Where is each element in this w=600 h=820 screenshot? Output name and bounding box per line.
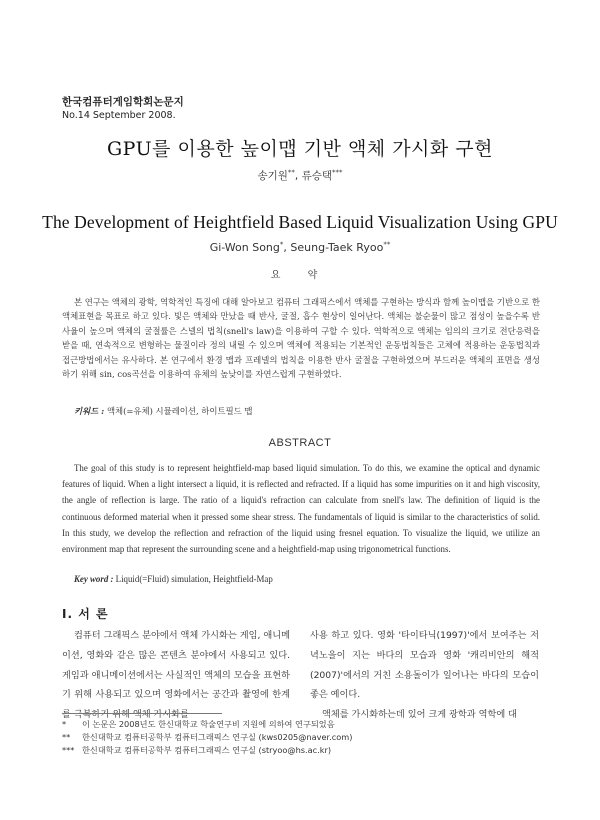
keywords-label: Key word : (74, 574, 114, 584)
footnote-text: 한신대학교 컴퓨터공학부 컴퓨터그래픽스 연구실 (kws0205@naver.com) (82, 732, 353, 742)
keywords-label: 키워드 : (74, 406, 105, 416)
abstract-korean-text: 본 연구는 액체의 광학, 역학적인 특징에 대해 알아보고 컴퓨터 그래픽스에서 액체를 구현하는 방식과 함께 높이맵을 기반으로 한 액체표현을 목표로 하고 있다. 빛은 액체와 만났을 때 반사, 굴절, 흡수 현상이 일어난다. 액체는 불순물이 많고 점성이 높을수록 반사율이 높으며 액체의 굴절률은 스넬의 법칙(snell's law)을 이용하여 구할 수 있다. 역학적으로 액체는 임의의 크기로 전단응력을 받을 때, 연속적으로 변형하는 물질이라 정의 내릴 수 있으며 액체에 적용되는 기본적인 운동법칙들은 고체에 적용하는 운동법칙과 접근방법에서는 유사하다. 본 연구에서 환경 맵과 프레넬의 법칙을 이용한 반사 굴절을 구현하였으며 부드러운 액체의 표면을 생성하기 위해 sin, cos곡선을 이용하여 유체의 높낮이를 자연스럽게 구현하였다. (62, 297, 540, 380)
paper-title-english: The Development of Heightfield Based Liquid Visualization Using GPU (42, 212, 558, 232)
footnote-mark: ** (62, 732, 71, 742)
abstract-heading: ABSTRACT (268, 437, 332, 449)
author-mark: ** (287, 168, 295, 177)
abstract-english-text: The goal of this study is to represent heightfield-map based liquid simulation. To do this, we examine the optical and dynamic features of liquid. When a light intersect a liquid, it is reflected and refracted. If a liquid has some impurities on it and high viscosity, the angle of reflection is large. The ratio of a liquid's refraction can calculate from snell's law. The definition of liquid is the continuous deformed material when it pressed some shear stress. The fundamentals of liquid is similar to the characteristics of solid. In this study, we develop the reflection and refraction of the liquid using fresnel equation. To visualize the liquid, we utilize an environment map that represent the surrounding scene and a heightfield-map using trigonometrical functions. (62, 463, 540, 555)
author-name: Gi-Won Song (209, 241, 280, 254)
keywords-text: 액체(=유체) 시뮬레이션, 하이트필드 맵 (106, 406, 253, 416)
authors-english (0, 241, 600, 254)
intro-paragraph: 컴퓨터 그래픽스 분야에서 액체 가시화는 게임, 애니메이션, 영화와 같은 많은 콘텐츠 분야에서 사용되고 있다. 게임과 애니메이션에서는 사실적인 액체의 모습을 표현하기 위해 사용되고 있으며 영화에서는 공간과 촬영에 한계를 극복하기 위해 액체 가시화를 (62, 630, 290, 721)
section-heading-introduction: Ⅰ. 서 론 (62, 607, 109, 621)
intro-paragraph: 사용 하고 있다. 영화 '타이타닉(1997)'에서 보여주는 저녁노을이 지는 바다의 모습과 영화 '캐리비안의 해적(2007)'에서의 거친 소용돌이가 일어나는 바다의 모습이 좋은 예이다. (310, 630, 539, 701)
author-separator: , (294, 170, 302, 182)
author-mark: * (279, 240, 284, 249)
journal-name: 한국컴퓨터게임학회논문지 (62, 96, 184, 108)
author-mark: *** (332, 168, 343, 177)
footnote-text: 이 논문은 2008년도 한신대학교 학술연구비 지원에 의하여 연구되었음 (82, 719, 335, 729)
keywords-korean (74, 405, 253, 417)
intro-right-column (310, 626, 539, 725)
paper-title-korean: GPU를 이용한 높이맵 기반 액체 가시화 구현 (106, 138, 494, 160)
journal-issue: No.14 September 2008. (62, 110, 176, 121)
summary-heading-korean: 요 약 (270, 270, 330, 281)
footnote-mark: *** (62, 745, 75, 755)
author-name: 송기원 (257, 170, 288, 182)
footnotes (62, 718, 352, 757)
keywords-english (74, 574, 273, 584)
footnote (62, 744, 352, 757)
authors-korean (0, 168, 600, 183)
footnote (62, 718, 352, 731)
author-name: Seung-Taek Ryoo (290, 241, 384, 254)
intro-left-column (62, 626, 290, 725)
keywords-text: Liquid(=Fluid) simulation, Heightfield-Map (115, 574, 273, 584)
abstract-english (62, 460, 540, 557)
footnote-divider (62, 713, 222, 714)
intro-paragraph: 액체를 가시화하는데 있어 크게 광학과 역학에 대 (322, 709, 518, 721)
abstract-korean (62, 295, 540, 381)
footnote-text: 한신대학교 컴퓨터공학부 컴퓨터그래픽스 연구실 (stryoo@hs.ac.kr) (82, 745, 332, 755)
footnote (62, 731, 352, 744)
author-mark: ** (383, 240, 391, 249)
journal-header (62, 96, 184, 122)
footnote-mark: * (62, 719, 67, 729)
author-separator: , (283, 241, 291, 254)
author-name: 류승택 (301, 170, 333, 182)
